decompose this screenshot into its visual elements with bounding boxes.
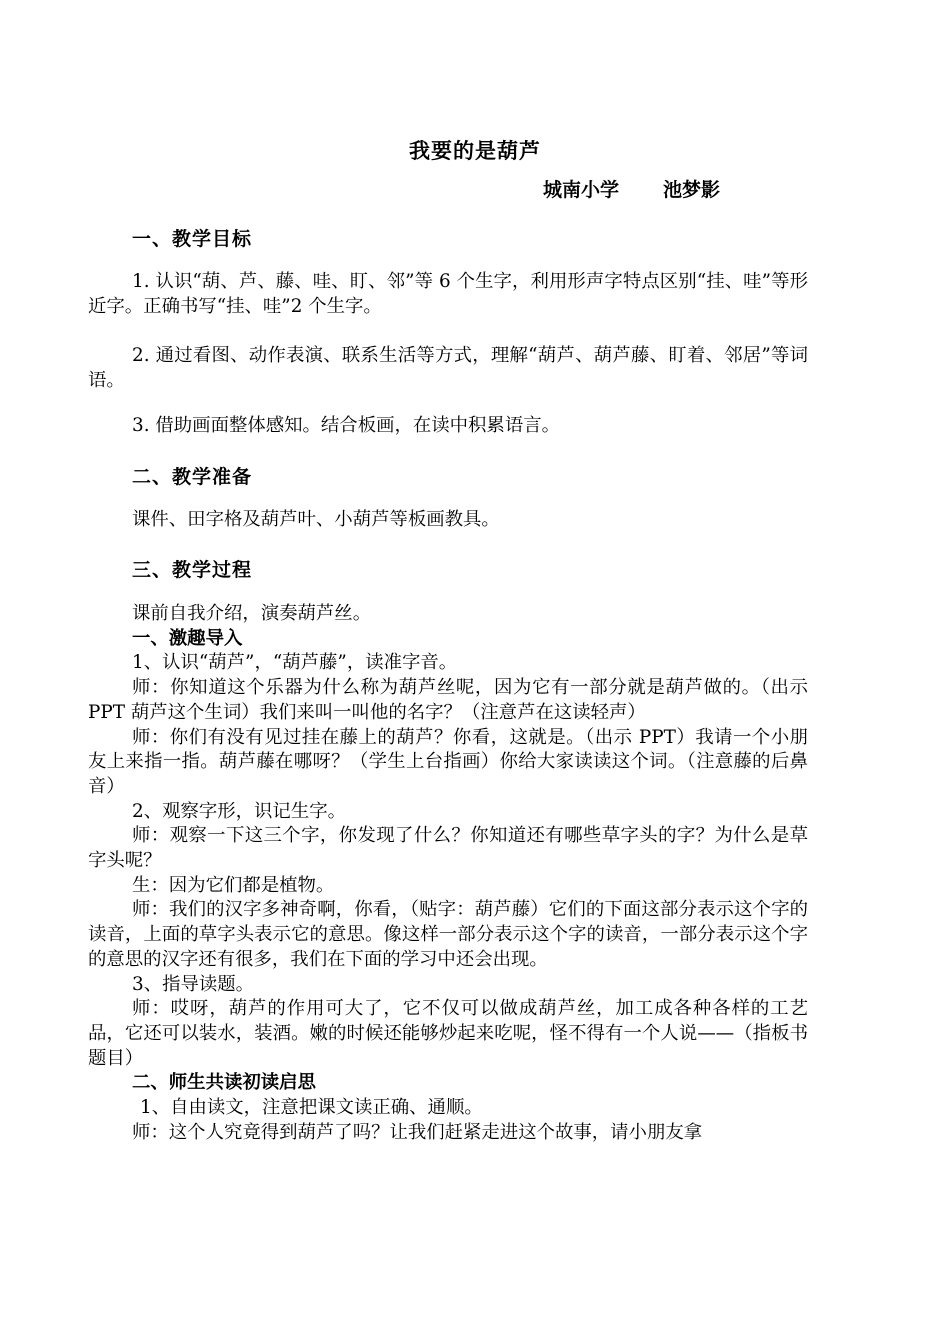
author-name: 池梦影 — [663, 179, 721, 201]
goal-3: 3. 借助画面整体感知。结合板画，在读中积累语言。 — [132, 415, 560, 436]
section-heading-prep: 二、教学准备 — [132, 466, 253, 488]
prep-text: 课件、田字格及葫芦叶、小葫芦等板画教具。 — [132, 509, 500, 530]
step-1-7: 师：我们的汉字多神奇啊，你看，（贴字：葫芦藤）它们的下面这部分表示这个字的读音，上面的草字头表示它的意思。像这样一部分表示这个字的读音，一部分表示这个字的意思的汉字还有很多，我们在下面的学习中还会出现。 — [88, 899, 808, 970]
process-intro: 课前自我介绍，演奏葫芦丝。 — [132, 603, 372, 624]
page-title: 我要的是葫芦 — [409, 138, 541, 163]
step-1-1: 1、认识“葫芦”，“葫芦藤”，读准字音。 — [132, 652, 458, 674]
step-1-6: 生：因为它们都是植物。 — [132, 874, 335, 896]
goal-2: 2. 通过看图、动作表演、联系生活等方式，理解“葫芦、葫芦藤、盯着、邻居”等词语。 — [88, 345, 808, 391]
school-name: 城南小学 — [543, 179, 620, 201]
step-1-8: 3、指导读题。 — [132, 973, 255, 995]
step-1-2: 师：你知道这个乐器为什么称为葫芦丝呢，因为它有一部分就是葫芦做的。（出示 PPT 葫芦这个生词）我们来叫一叫他的名字？（注意芦在这读轻声） — [88, 677, 808, 723]
step-1-4: 2、观察字形，识记生字。 — [132, 800, 346, 822]
step-1-9: 师：哎呀，葫芦的作用可大了，它不仅可以做成葫芦丝，加工成各种各样的工艺品，它还可以装水，装酒。嫩的时候还能够炒起来吃呢，怪不得有一个人说——（指板书题目） — [88, 998, 808, 1069]
step-2-2: 师：这个人究竟得到葫芦了吗？让我们赶紧走进这个故事，请小朋友拿 — [132, 1121, 703, 1143]
byline — [543, 175, 720, 202]
section-heading-goals: 一、教学目标 — [132, 228, 253, 250]
step-1-5: 师：观察一下这三个字，你发现了什么？你知道还有哪些草字头的字？为什么是草字头呢？ — [88, 825, 808, 872]
part2-heading: 二、师生共读初读启思 — [132, 1072, 316, 1094]
part1-heading: 一、激趣导入 — [132, 627, 243, 649]
step-1-3: 师：你们有没有见过挂在藤上的葫芦？你看，这就是。（出示 PPT）我请一个小朋友上来指一指。葫芦藤在哪呀？（学生上台指画）你给大家读读这个词。（注意藤的后鼻音） — [88, 726, 808, 797]
section-heading-process: 三、教学过程 — [132, 559, 253, 581]
step-2-1: 1、自由读文，注意把课文读正确、通顺。 — [140, 1097, 483, 1119]
goal-1: 1. 认识“葫、芦、藤、哇、盯、邻”等 6 个生字，利用形声字特点区别“挂、哇”等形近字。正确书写“挂、哇”2 个生字。 — [88, 271, 808, 317]
process-body — [88, 602, 808, 1145]
